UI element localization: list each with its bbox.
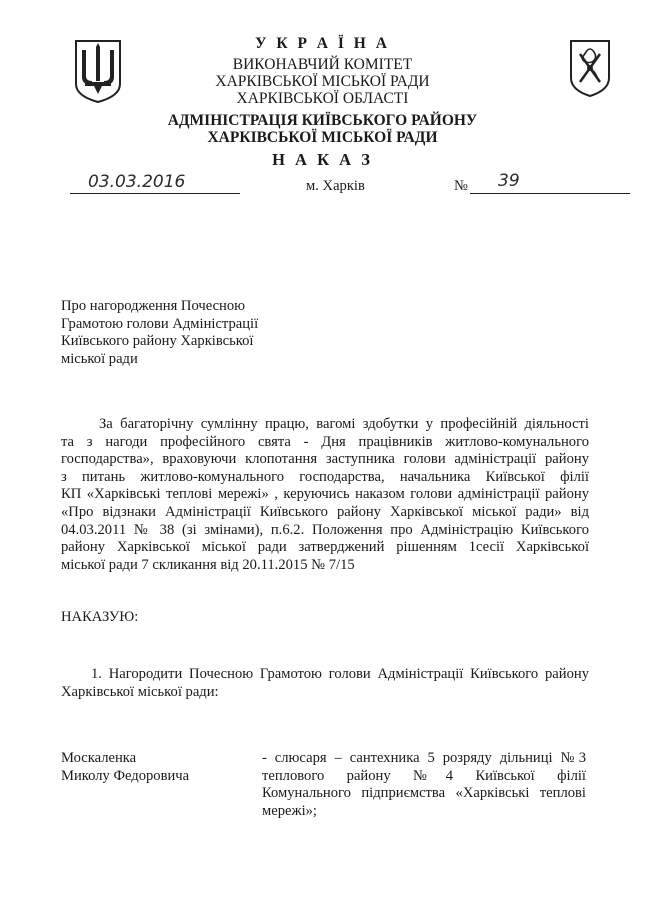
awardee-given-names: Миколу Федоровича <box>61 767 190 784</box>
awardee-name <box>61 750 189 785</box>
administration-line-1: АДМІНІСТРАЦІЯ КИЇВСЬКОГО РАЙОНУ <box>167 112 478 129</box>
preamble-line: міської ради 7 скликання від 20.11.2015 № 7/15 <box>61 556 355 573</box>
number-label: № <box>454 178 468 194</box>
handwritten-date: 03.03.2016 <box>88 172 186 192</box>
preamble-line: району Харківської міської ради затверджений рішенням 1сесії Харківської <box>61 539 589 556</box>
preamble-line: та з нагоди професійного свята - Дня працівників житлово-комунального <box>61 433 589 450</box>
date-field <box>70 174 240 194</box>
committee-line-1: ВИКОНАВЧИЙ КОМІТЕТ <box>232 56 413 73</box>
item-line: 1. Нагородити Почесною Грамотою голови Адміністрації Київського району <box>91 666 589 682</box>
administration-line-2: ХАРКІВСЬКОЇ МІСЬКОЇ РАДИ <box>207 129 438 146</box>
committee-line-3: ХАРКІВСЬКОЇ ОБЛАСТІ <box>236 90 409 107</box>
preamble-paragraph <box>61 416 589 574</box>
preamble-line: За багаторічну сумлінну працю, вагомі здобутки у професійній діяльності <box>99 416 589 432</box>
position-line: теплового району №4 Київської філії <box>262 767 586 784</box>
awardee-surname: Москаленка <box>61 750 137 766</box>
subject-line: міської ради <box>61 350 138 367</box>
subject-line: Про нагородження Почесною <box>61 298 246 314</box>
subject-line: Київського району Харківської <box>61 333 254 350</box>
position-line: - слюсаря – сантехника 5 розряду дільниці №3 <box>262 750 586 766</box>
handwritten-number: 39 <box>498 171 520 191</box>
preamble-line: господарства», враховуючи клопотання заступника голови адміністрації району <box>61 451 589 468</box>
position-line: мережі»; <box>262 802 317 819</box>
order-directive: НАКАЗУЮ: <box>61 609 139 625</box>
preamble-line: 04.03.2011 № 38 (зі змінами), п.6.2. Положення про Адміністрацію Київського <box>61 521 589 538</box>
item-line: Харківської міської ради: <box>61 683 219 700</box>
city-label: м. Харків <box>306 178 365 194</box>
preamble-line: «Про відзнаки Адміністрації Київського району Харківської міської ради» від <box>61 503 589 520</box>
number-field <box>470 171 630 194</box>
preamble-line: КП «Харківські теплові мережі» , керуючись наказом голови адміністрації району <box>61 486 589 503</box>
order-subject <box>61 298 258 368</box>
subject-line: Грамотою голови Адміністрації <box>61 315 259 332</box>
committee-line-2: ХАРКІВСЬКОЇ МІСЬКОЇ РАДИ <box>215 73 430 90</box>
position-line: Комунального підприємства «Харківські теплові <box>262 785 586 802</box>
document-type-heading: Н А К А З <box>272 150 373 169</box>
preamble-line: з питань житлово-комунального господарства, начальника Київської філії <box>61 468 589 485</box>
awardee-position <box>262 750 586 820</box>
order-item-1 <box>61 666 589 701</box>
country-heading: У К Р А Ї Н А <box>255 35 390 52</box>
